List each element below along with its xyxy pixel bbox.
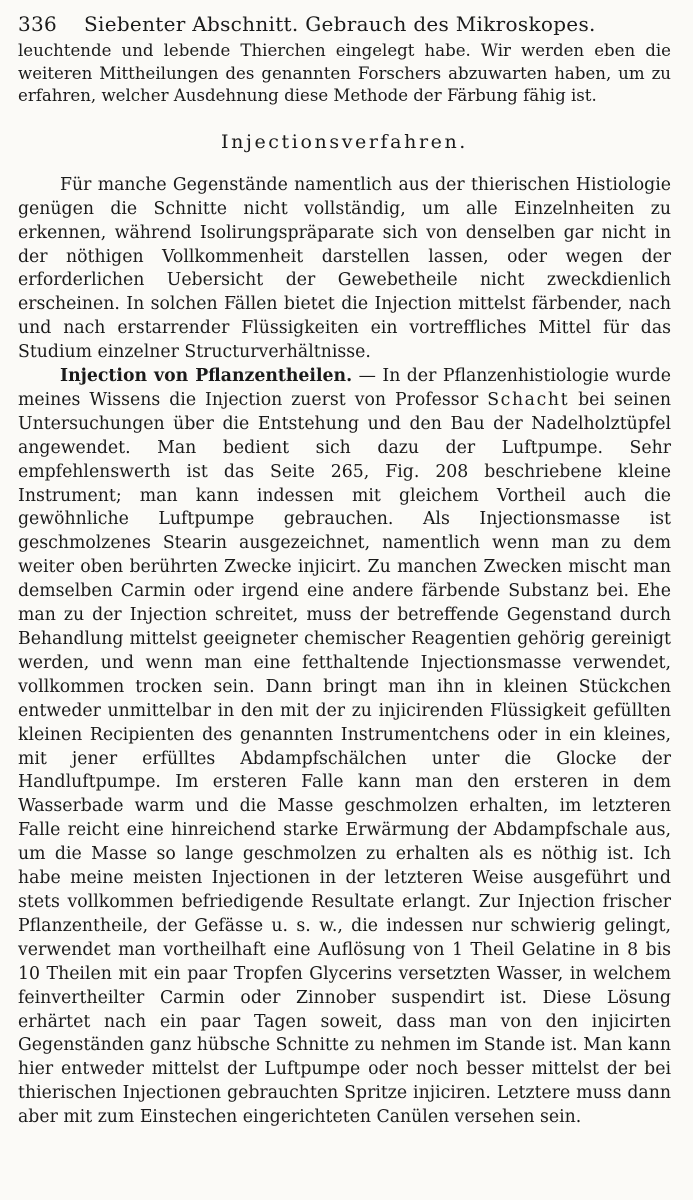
intro-paragraph: leuchtende und lebende Thierchen eingelegt habe. Wir werden eben die weiteren Mittheilungen des genannten Forschers abzuwarten haben, um zu erfahren, welcher Ausdehnung diese Methode der Färbung fähig ist. [18,41,671,106]
author-name: Schacht [487,389,570,410]
section-heading: Injectionsverfahren. [221,130,468,153]
running-title: Siebenter Abschnitt. Gebrauch des Mikroskopes. [84,12,596,36]
body-text [18,174,671,1130]
runin-heading: Injection von Pflanzentheilen. [60,366,353,387]
page-number: 336 [18,12,58,36]
paragraph-text-a: — In der Pflanzenhistiologie wurde meines Wissens die Injection zuerst von Professor [18,366,671,410]
paragraph-general-injection: Für manche Gegenstände namentlich aus der thierischen Histiologie genügen die Schnitte nicht vollständig, um alle Einzelnheiten zu erkennen, während Isolirungspräparate sich von denselben gar nicht in der nöthigen Vollkommenheit darstellen lassen, oder wegen der erforderlichen Uebersicht der Gewebetheile nicht zweckdienlich erscheinen. In solchen Fällen bietet die Injection mittelst färbender, nach und nach erstarrender Flüssigkeiten ein vortreffliches Mittel für das Studium einzelner Structurverhältnisse. [18,174,671,363]
paragraph-text-b: bei seinen Untersuchungen über die Entstehung und den Bau der Nadelholztüpfel angewendet. Man bedient sich dazu der Luftpumpe. Sehr empfehlenswerth ist das Seite 265, Fig. 208 beschriebene kleine Instrument; man kann indessen mit gleichem Vortheil auch die gewöhnliche Luftpumpe gebrauchen. Als Injectionsmasse ist geschmolzenes Stearin ausgezeichnet, namentlich wenn man zu dem weiter oben berührten Zwecke injicirt. Zu manchen Zwecken mischt man demselben Carmin oder irgend eine andere färbende Substanz bei. Ehe man zu der Injection schreitet, muss der betreffende Gegenstand durch Behandlung mittelst geeigneter chemischer Reagentien gehörig gereinigt werden, und wenn man eine fetthaltende Injectionsmasse verwendet, vollkommen trocken sein. Dann bringt man ihn in kleinen Stückchen entweder unmittelbar in den mit der zu injicirenden Flüssigkeit gefüllten kleinen Recipienten des genannten Instrumentchens oder in ein kleines, mit jener erfülltes Abdampfschälchen unter die Glocke der Handluftpumpe. Im ersteren Falle kann man den ersteren in dem Wasserbade warm und die Masse geschmolzen erhalten, im letzteren Falle reicht eine hinreichend starke Erwärmung der Abdampfschale aus, um die Masse so lange geschmolzen zu erhalten als es nöthig ist. Ich habe meine meisten Injectionen in der letzteren Weise ausgeführt und stets vollkommen befriedigende Resultate erlangt. Zur Injection frischer Pflanzentheile, der Gefässe u. s. w., die indessen nur schwierig gelingt, verwendet man vortheilhaft eine Auflösung von 1 Theil Gelatine in 8 bis 10 Theilen mit ein paar Tropfen Glycerins versetzten Wasser, in welchem feinvertheilter Carmin oder Zinnober suspendirt ist. Diese Lösung erhärtet nach ein paar Tagen soweit, dass man von den injicirten Gegenständen ganz hübsche Schnitte zu nehmen im Stande ist. Man kann hier entweder mittelst der Luftpumpe oder noch besser mittelst der bei thierischen Injectionen gebrauchten Spritze injiciren. Letztere muss dann aber mit zum Einstechen eingerichteten Canülen versehen sein. [18,389,671,1128]
paragraph-plant-injection [18,365,671,1130]
running-header [18,12,671,40]
intro-paragraph-block [18,40,671,108]
